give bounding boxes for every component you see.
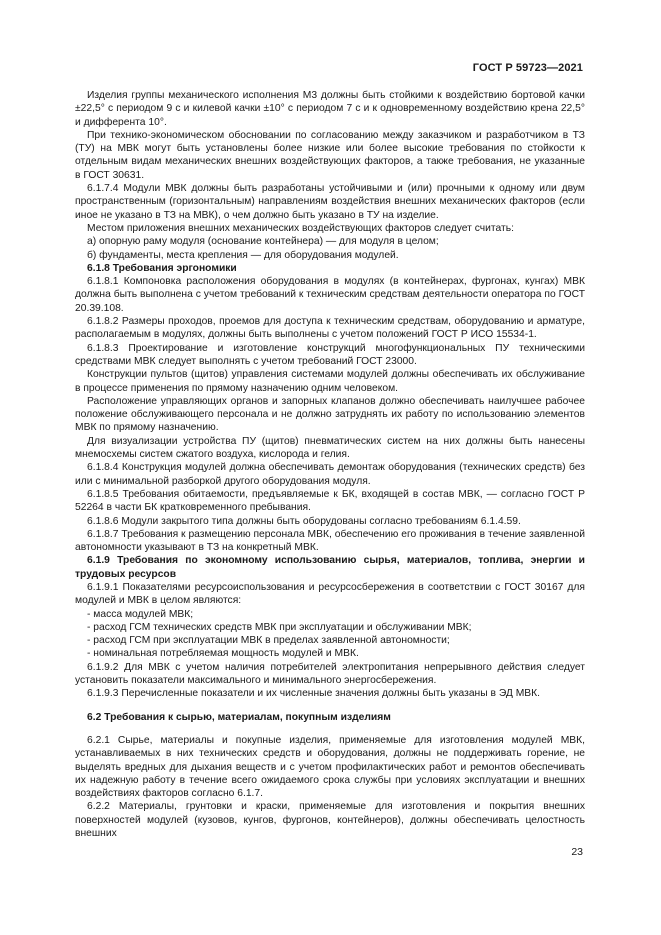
- list-item: - расход ГСМ технических средств МВК при эксплуатации и обслуживании МВК;: [87, 621, 472, 633]
- section-heading-resources: 6.1.9 Требования по экономному использованию сырья, материалов, топлива, энергии и трудовых ресурсов: [75, 555, 585, 580]
- body-text: [75, 89, 585, 840]
- list-item: - номинальная потребляемая мощность модулей и МВК.: [87, 648, 359, 660]
- paragraph: 6.1.8.1 Компоновка расположения оборудования в модулях (в контейнерах, фургонах, кунгах) МВК должна быть выполнена с учетом требований к техническим средствам деятельности оператора по ГОСТ 20.39.108.: [75, 276, 585, 314]
- paragraph: Изделия группы механического исполнения М3 должны быть стойкими к воздействию бортовой качки ±22,5° с периодом 9 с и килевой качки ±10° с периодом 7 с и к одновременному воздействию крена 22,5° и дифферента 10°.: [75, 90, 585, 128]
- paragraph: 6.1.8.4 Конструкция модулей должна обеспечивать демонтаж оборудования (технических средств) без или с минимальной разборкой другого оборудования модуля.: [75, 462, 585, 487]
- paragraph: При технико-экономическом обосновании по согласованию между заказчиком и разработчиком в ТЗ (ТУ) на МВК могут быть установлены более низкие или более высокие требования по стойкости к отдельным видам механических внешних воздействующих факторов, а также требования, не указанные в ГОСТ 30631.: [75, 129, 585, 181]
- paragraph: 6.1.7.4 Модули МВК должны быть разработаны устойчивыми и (или) прочными к одному или двум пространственным (горизонтальным) направлениям воздействия внешних механических факторов (если иное не указано в ТЗ на МВК), о чем должно быть указано в ТУ на изделие.: [75, 183, 585, 221]
- paragraph: 6.1.8.3 Проектирование и изготовление конструкций многофункциональных ПУ техническими средствами МВК следует выполнять с учетом требований ГОСТ 23000.: [75, 342, 585, 367]
- section-heading-ergonomics: 6.1.8 Требования эргономики: [87, 262, 237, 274]
- paragraph: 6.2.1 Сырье, материалы и покупные изделия, применяемые для изготовления модулей МВК, устанавливаемых в них технических средств и оборудования, должны не поддерживать горение, не выделять вредных для дыхания веществ и с учетом профилактических работ и ремонтов обеспечивать их надежную работу в течение всего ожидаемого срока службы при условиях эксплуатации и внешних воздействиях факторов согласно 6.1.7.: [75, 734, 585, 800]
- paragraph: Для визуализации устройства ПУ (щитов) пневматических систем на них должны быть нанесены мнемосхемы систем сжатого воздуха, кислорода и гелия.: [75, 435, 585, 461]
- paragraph: 6.1.8.2 Размеры проходов, проемов для доступа к техническим средствам, оборудованию и арматуре, располагаемым в модулях, должны быть выполнены с учетом положений ГОСТ Р ИСО 15534-1.: [75, 316, 585, 341]
- paragraph: Конструкции пультов (щитов) управления системами модулей должны обеспечивать их обслуживание в процессе применения по прямому назначению одним человеком.: [75, 369, 585, 394]
- list-item: - расход ГСМ при эксплуатации МВК в пределах заявленной автономности;: [87, 635, 450, 647]
- list-item: а) опорную раму модуля (основание контейнера) — для модуля в целом;: [87, 236, 439, 248]
- paragraph: Местом приложения внешних механических воздействующих факторов следует считать:: [87, 222, 514, 234]
- paragraph: 6.1.8.5 Требования обитаемости, предъявляемые к БК, входящей в состав МВК, — согласно ГОСТ Р 52264 в части БК кратковременного пребывания.: [75, 488, 585, 514]
- paragraph: 6.1.8.6 Модули закрытого типа должны быть оборудованы согласно требованиям 6.1.4.59.: [87, 515, 521, 527]
- paragraph: 6.1.9.2 Для МВК с учетом наличия потребителей электропитания непрерывного действия следует установить показатели максимального и минимального энергосбережения.: [75, 661, 585, 687]
- paragraph: Расположение управляющих органов и запорных клапанов должно обеспечивать наилучшее рабочее положение обслуживающего персонала и не должно затруднять их работу по использованию элементов МВК по прямому назначению.: [75, 395, 585, 434]
- paragraph: 6.1.8.7 Требования к размещению персонала МВК, обеспечению его проживания в течение заявленной автономности указывают в ТЗ на конкретный МВК.: [75, 528, 585, 554]
- paragraph: 6.1.9.1 Показателями ресурсоиспользования и ресурсосбережения в соответствии с ГОСТ 30167 для модулей и МВК в целом являются:: [75, 581, 585, 607]
- section-heading-materials: 6.2 Требования к сырью, материалам, покупным изделиям: [87, 711, 391, 723]
- paragraph: 6.1.9.3 Перечисленные показатели и их численные значения должны быть указаны в ЭД МВК.: [87, 688, 541, 700]
- document-identifier: ГОСТ Р 59723—2021: [472, 62, 583, 74]
- paragraph: 6.2.2 Материалы, грунтовки и краски, применяемые для изготовления и покрытия внешних поверхностей модулей (кузовов, кунгов, фургонов, контейнеров), должны обеспечивать целостность внешних: [75, 801, 585, 840]
- page-number: 23: [571, 846, 583, 858]
- list-item: б) фундаменты, места крепления — для оборудования модулей.: [87, 249, 399, 261]
- list-item: - масса модулей МВК;: [87, 608, 194, 620]
